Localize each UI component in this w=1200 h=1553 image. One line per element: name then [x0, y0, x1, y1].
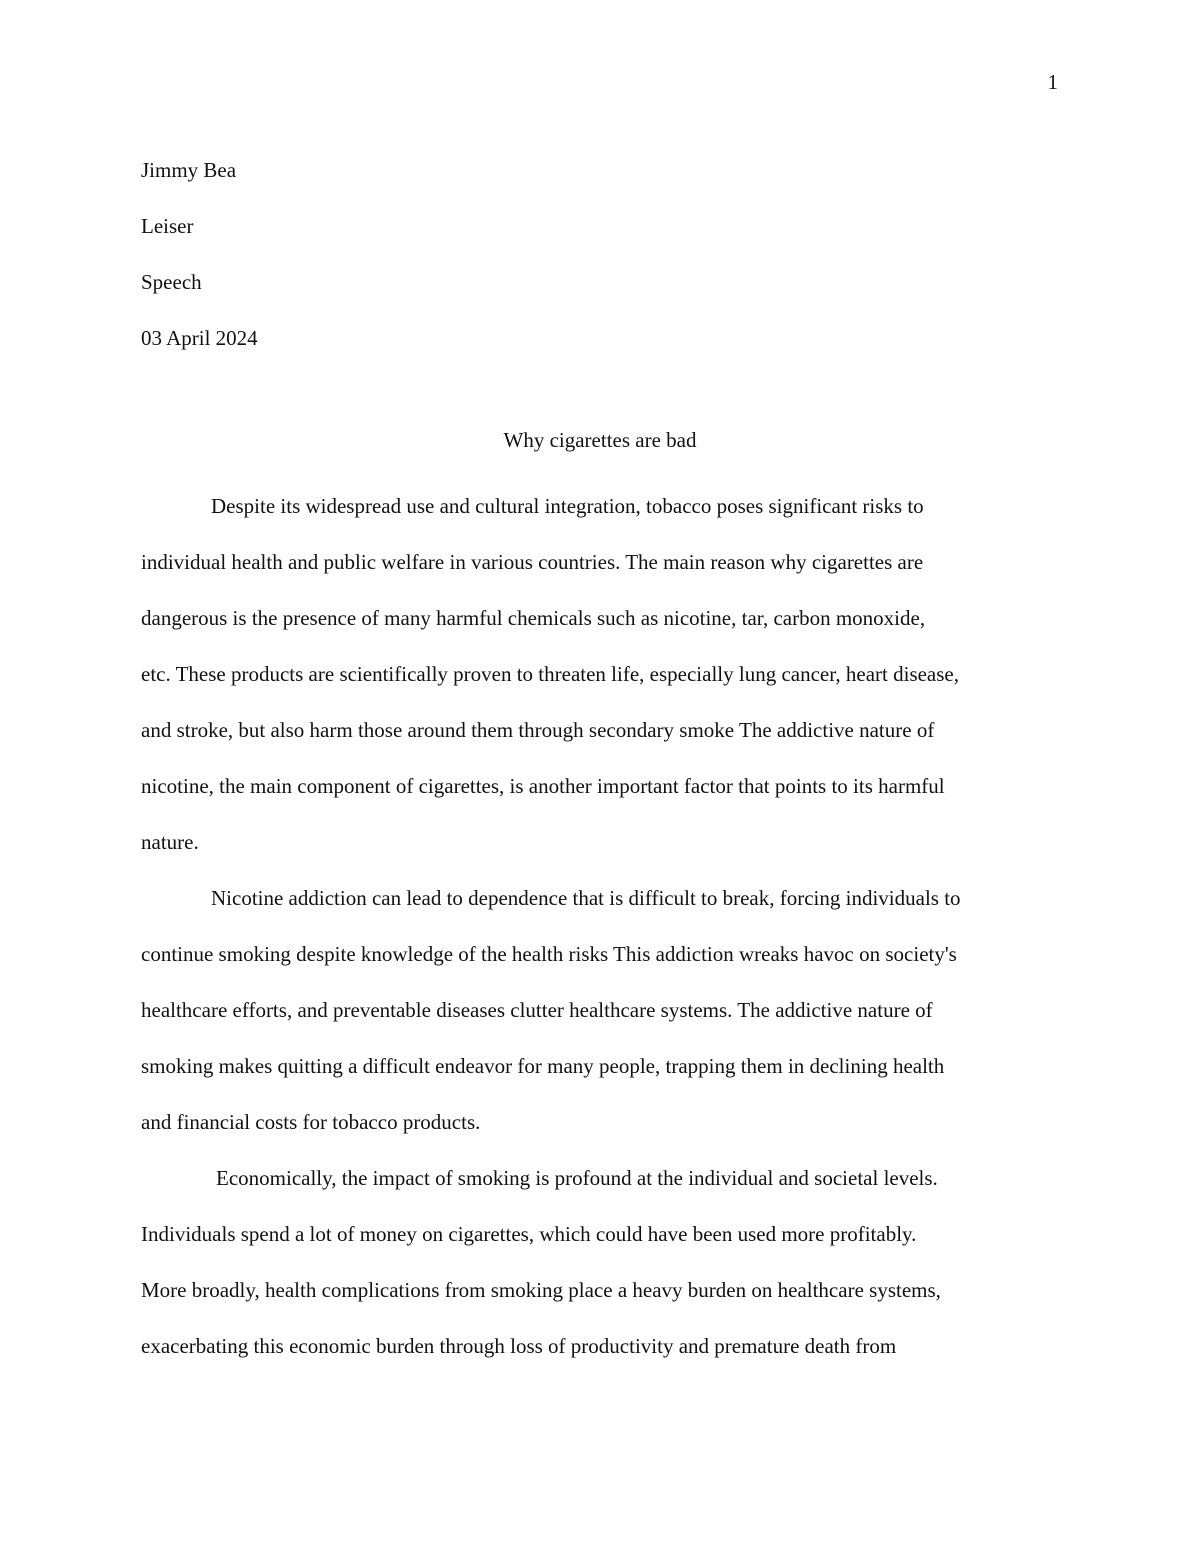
page-number: 1	[1047, 70, 1058, 94]
paragraph-line: individual health and public welfare in various countries. The main reason why cigarettes are	[141, 550, 924, 574]
document-body	[141, 478, 1059, 1374]
paragraph-line: dangerous is the presence of many harmful chemicals such as nicotine, tar, carbon monoxide,	[141, 606, 926, 630]
paragraph-line: healthcare efforts, and preventable diseases clutter healthcare systems. The addictive nature of	[141, 998, 933, 1022]
document-title: Why cigarettes are bad	[503, 428, 697, 452]
paragraph-line: and stroke, but also harm those around them through secondary smoke The addictive nature of	[141, 718, 935, 742]
date: 03 April 2024	[141, 326, 258, 350]
paragraph-1	[141, 478, 1059, 870]
instructor-name: Leiser	[141, 214, 194, 238]
paragraph-line: etc. These products are scientifically proven to threaten life, especially lung cancer, heart disease,	[141, 662, 959, 686]
paragraph-line: nature.	[141, 830, 199, 854]
paragraph-line: exacerbating this economic burden through loss of productivity and premature death from	[141, 1334, 897, 1358]
course-name: Speech	[141, 270, 202, 294]
paragraph-line: Nicotine addiction can lead to dependence that is difficult to break, forcing individuals to	[211, 886, 961, 910]
author-name: Jimmy Bea	[141, 158, 237, 182]
paragraph-line: and financial costs for tobacco products.	[141, 1110, 481, 1134]
paragraph-line: smoking makes quitting a difficult endeavor for many people, trapping them in declining health	[141, 1054, 945, 1078]
paragraph-line: continue smoking despite knowledge of the health risks This addiction wreaks havoc on society's	[141, 942, 957, 966]
paragraph-line: Despite its widespread use and cultural integration, tobacco poses significant risks to	[211, 494, 924, 518]
paragraph-line: Economically, the impact of smoking is profound at the individual and societal levels.	[216, 1166, 938, 1190]
paragraph-2	[141, 870, 1059, 1150]
mla-heading	[141, 142, 258, 366]
paragraph-line: Individuals spend a lot of money on cigarettes, which could have been used more profitably.	[141, 1222, 917, 1246]
paragraph-3	[141, 1150, 1059, 1374]
paragraph-line: More broadly, health complications from smoking place a heavy burden on healthcare systems,	[141, 1278, 941, 1302]
paragraph-line: nicotine, the main component of cigarettes, is another important factor that points to its harmful	[141, 774, 945, 798]
